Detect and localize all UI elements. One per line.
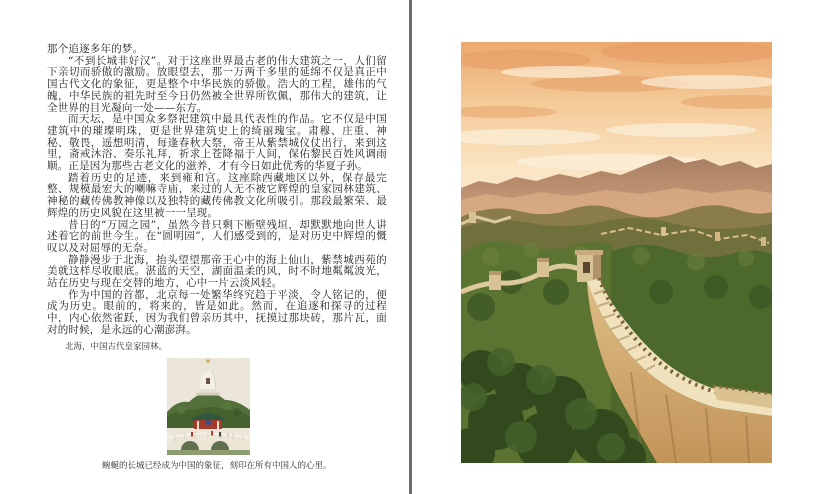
body-paragraph: 作为中国的首都，北京每一处繁华终究趋于平淡，令人铭记的，便成为历史。眼前的，将来的，皆是如此。然而，在追逐和探寻的过程中，内心依然雀跃，因为我们曾亲历其中，抚摸过那块砖，那片瓦，面对的时候，是永远的心潮澎湃。 <box>47 288 387 336</box>
beihai-white-dagoba-photo <box>167 358 250 455</box>
great-wall-sunset-photo <box>461 42 772 463</box>
great-wall-photo-graphic <box>461 42 772 463</box>
body-paragraph: 而天坛，是中国众多祭祀建筑中最具代表性的作品。它不仅是中国建筑中的璀璨明珠，更是世界建筑史上的绮丽瑰宝。肃穆、庄重、神秘、敬畏，遥想明清，每逢春秋大祭，帝王从紫禁城仪仗出行，来到这里，斋戒沐浴、奏乐礼拜，祈求上苍降福于人间，保佑黎民百姓风调雨顺。正是因为那些古老文化的滋养，才有今日如此优秀的华夏子孙。 <box>47 113 387 173</box>
body-paragraph: 静静漫步于北海，抬头望望那帝王心中的海上仙山，紫禁城西苑的美就这样尽收眼底。湛蓝的天空，湖面温柔的风，时不时地粼粼波光，站在历史与现在交替的地方，心中一片云淡风轻。 <box>47 253 387 290</box>
body-paragraph: “不到长城非好汉”。对于这座世界最古老的伟大建筑之一，人们留下亲切而骄傲的激励。放眼望去，那一万两千多里的延绵不仅是真正中国古代文化的象征，更是整个中华民族的骄傲。浩大的工程，雄伟的气魄，中华民族的祖先时至今日仍然被全世界所钦佩，那伟大的建筑，让全世界的目光凝向一处——东方。 <box>47 54 387 114</box>
body-paragraph: 昔日的“万园之园”，虽然今昔只剩下断壁残垣，却默默地向世人讲述着它的前世今生。在“圆明园”，人们感受到的，是对历史中辉煌的慨叹以及对屈辱的无奈。 <box>47 218 387 254</box>
body-paragraph: 那个追逐多年的梦。 <box>47 43 144 55</box>
left-page <box>47 44 387 471</box>
photo-caption: 北海，中国古代皇家园林。 <box>65 341 168 352</box>
page-gutter-divider <box>409 0 412 494</box>
body-paragraph: 踏着历史的足迹，来到雍和宫。这座除西藏地区以外，保存最完整、规模最宏大的喇嘛寺庙，来过的人无不被它辉煌的皇家园林建筑、神秘的藏传佛教神像以及独特的藏传佛教文化所吸引。那段最繁荣、最辉煌的历史风貌在这里被一一呈现。 <box>47 171 387 219</box>
bottom-caption: 蜿蜒的长城已经成为中国的象征，刻印在所有中国人的心里。 <box>102 460 332 471</box>
beihai-photo-graphic <box>167 358 250 455</box>
